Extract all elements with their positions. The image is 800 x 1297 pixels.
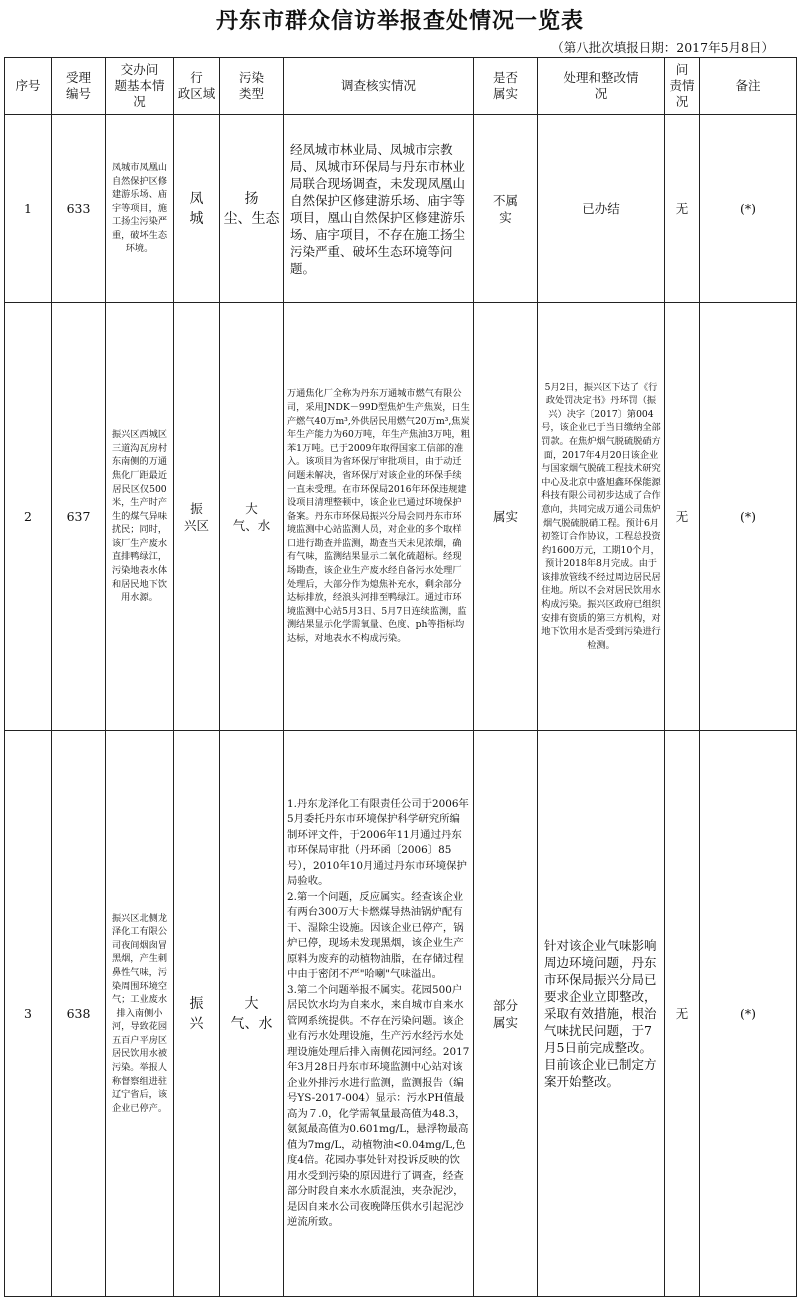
header-seq: 序号 xyxy=(5,58,52,115)
cell-pollution: 大 气、水 xyxy=(220,731,284,1297)
complaint-table xyxy=(4,57,797,1297)
cell-id: 638 xyxy=(52,731,106,1297)
fill-date-subtitle: （第八批次填报日期：2017年5月8日） xyxy=(551,40,774,55)
cell-handling: 已办结 xyxy=(538,115,665,303)
header-verified: 是否 属实 xyxy=(474,58,538,115)
cell-handling: 针对该企业气味影响周边环境问题，丹东市环保局振兴分局已要求企业立即整改，采取有效措施，根治气味扰民问题，于7月5日前完成整改。目前该企业已制定方案开始整改。 xyxy=(538,731,665,1297)
cell-verified: 部分 属实 xyxy=(474,731,538,1297)
cell-id: 633 xyxy=(52,115,106,303)
header-id: 受理 编号 xyxy=(52,58,106,115)
cell-district: 凤 城 xyxy=(174,115,220,303)
cell-investigation: 万通焦化厂全称为丹东万通城市燃气有限公司，采用JNDK－99D型焦炉生产焦炭，日生产燃气40万m³,外供居民用燃气20万m³,焦炭年生产能力为60万吨，年生产焦油3万吨，粗苯1万吨。已于2009年取得国家工信部的准入。该项目为省环保厅审批项目，由于动迁问题未解决，省环保厅对该企业的环保手续一直未受理。在市环保局2016年环保违规建设项目清理整顿中，该企业已通过环境保护备案。丹东市环保局振兴分局会同丹东市环境监测中心站监测人员，对企业的多个取样口进行勘查并监测，勘查当天未见浓烟，确有气味，监测结果显示二氧化硫超标。经现场勘查，该企业生产废水经自备污水处理厂处理后，大部分作为熄焦补充水，剩余部分达标排放，经浪头河排至鸭绿江。通过市环境监测中心站5月3日、5月7日连续监测，监测结果显示化学需氧量、色度、ph等指标均达标，对地表水不构成污染。 xyxy=(284,303,474,731)
cell-accountability: 无 xyxy=(665,115,700,303)
cell-investigation: 1.丹东龙泽化工有限责任公司于2006年5月委托丹东市环境保护科学研究所编制环评文件，于2006年11月通过丹东市环保局审批（丹环函〔2006〕85号），2010年10月通过丹东市环境保护局验收。 2.第一个问题，反应属实。经查该企业有两台300万大卡燃煤导热油锅炉配有干、湿除尘设施。因该企业已停产，锅炉已停，现场未发现黑烟，该企业生产原料为废弃的动植物油脂，在存储过程中由于密闭不严"哈喇"气味溢出。 3.第二个问题举报不属实。花园500户居民饮水均为自来水，来自城市自来水管网系统提供。不存在污染问题。该企业有污水处理设施，生产污水经污水处理设施处理后排入南侧花园河经。2017年3月28日丹东市环境监测中心站对该企业外排污水进行监测，监测报告（编号YS-2017-004）显示：污水PH值最高为７.0，化学需氧量最高值为48.3，氨氮最高值为0.601mg/L，悬浮物最高值为7mg/L，动植物油<0.04mg/L,色度4倍。花园办事处针对投诉反映的饮用水受到污染的原因进行了调查，经查部分时段自来水水质混浊，夹杂泥沙，是因自来水公司夜晚降压供水引起泥沙逆流所致。 xyxy=(284,731,474,1297)
cell-pollution: 扬 尘、生态 xyxy=(220,115,284,303)
cell-id: 637 xyxy=(52,303,106,731)
header-district: 行 政区域 xyxy=(174,58,220,115)
header-remarks: 备注 xyxy=(700,58,797,115)
cell-seq: 1 xyxy=(5,115,52,303)
cell-issue: 凤城市凤凰山自然保护区修建游乐场、庙宇等项目，施工扬尘污染严重，破坏生态环境。 xyxy=(106,115,174,303)
header-handling: 处理和整改情 况 xyxy=(538,58,665,115)
cell-verified: 不属 实 xyxy=(474,115,538,303)
header-accountability: 问 责情 况 xyxy=(665,58,700,115)
cell-investigation: 经凤城市林业局、凤城市宗教局、凤城市环保局与丹东市林业局联合现场调查，未发现凤凰山自然保护区修建游乐场、庙宇等项目，凰山自然保护区修建游乐场、庙宇项目，不存在施工扬尘污染严重、破坏生态环境等问题。 xyxy=(284,115,474,303)
cell-seq: 2 xyxy=(5,303,52,731)
table-row xyxy=(5,731,797,1297)
cell-pollution: 大 气、水 xyxy=(220,303,284,731)
header-investigation: 调查核实情况 xyxy=(284,58,474,115)
cell-issue: 振兴区西城区三道沟瓦房村东南侧的万通焦化厂距最近居民区仅500米，生产时产生的煤气异味扰民；同时，该厂生产废水直排鸭绿江，污染地表水体和居民地下饮用水源。 xyxy=(106,303,174,731)
cell-verified: 属实 xyxy=(474,303,538,731)
cell-district: 振 兴区 xyxy=(174,303,220,731)
cell-remarks: (*) xyxy=(700,731,797,1297)
cell-remarks: (*) xyxy=(700,115,797,303)
cell-seq: 3 xyxy=(5,731,52,1297)
page-title: 丹东市群众信访举报查处情况一览表 xyxy=(215,9,584,34)
cell-remarks: (*) xyxy=(700,303,797,731)
header-pollution: 污染 类型 xyxy=(220,58,284,115)
header-row xyxy=(5,58,797,115)
cell-accountability: 无 xyxy=(665,731,700,1297)
table-row xyxy=(5,115,797,303)
cell-issue: 振兴区北侧龙泽化工有限公司夜间烟囱冒黑烟，产生刺鼻性气味，污染周围环境空气；工业废水排入南侧小河，导致花园五百户平房区居民饮用水被污染。举报人称督察组进驻辽宁省后，该企业已停产。 xyxy=(106,731,174,1297)
cell-handling: 5月2日，振兴区下达了《行政处罚决定书》丹环罚（振兴）决字〔2017〕第004号，该企业已于当日缴纳全部罚款。在焦炉烟气脱硫脱硝方面，2017年4月20日该企业与国家烟气脱硫工程技术研究中心及北京中盛旭鑫环保能源科技有限公司初步达成了合作意向，共同完成万通公司焦炉烟气脱硫脱硝工程。预计6月初签订合作协议，工程总投资约1600万元，工期10个月，预计2018年8月完成。由于该排放管线不经过周边居民居住地。所以不会对居民饮用水构成污染。振兴区政府已组织安排有资质的第三方机构，对地下饮用水是否受到污染进行检测。 xyxy=(538,303,665,731)
cell-accountability: 无 xyxy=(665,303,700,731)
header-issue: 交办问 题基本情 况 xyxy=(106,58,174,115)
table-row xyxy=(5,303,797,731)
cell-district: 振 兴 xyxy=(174,731,220,1297)
